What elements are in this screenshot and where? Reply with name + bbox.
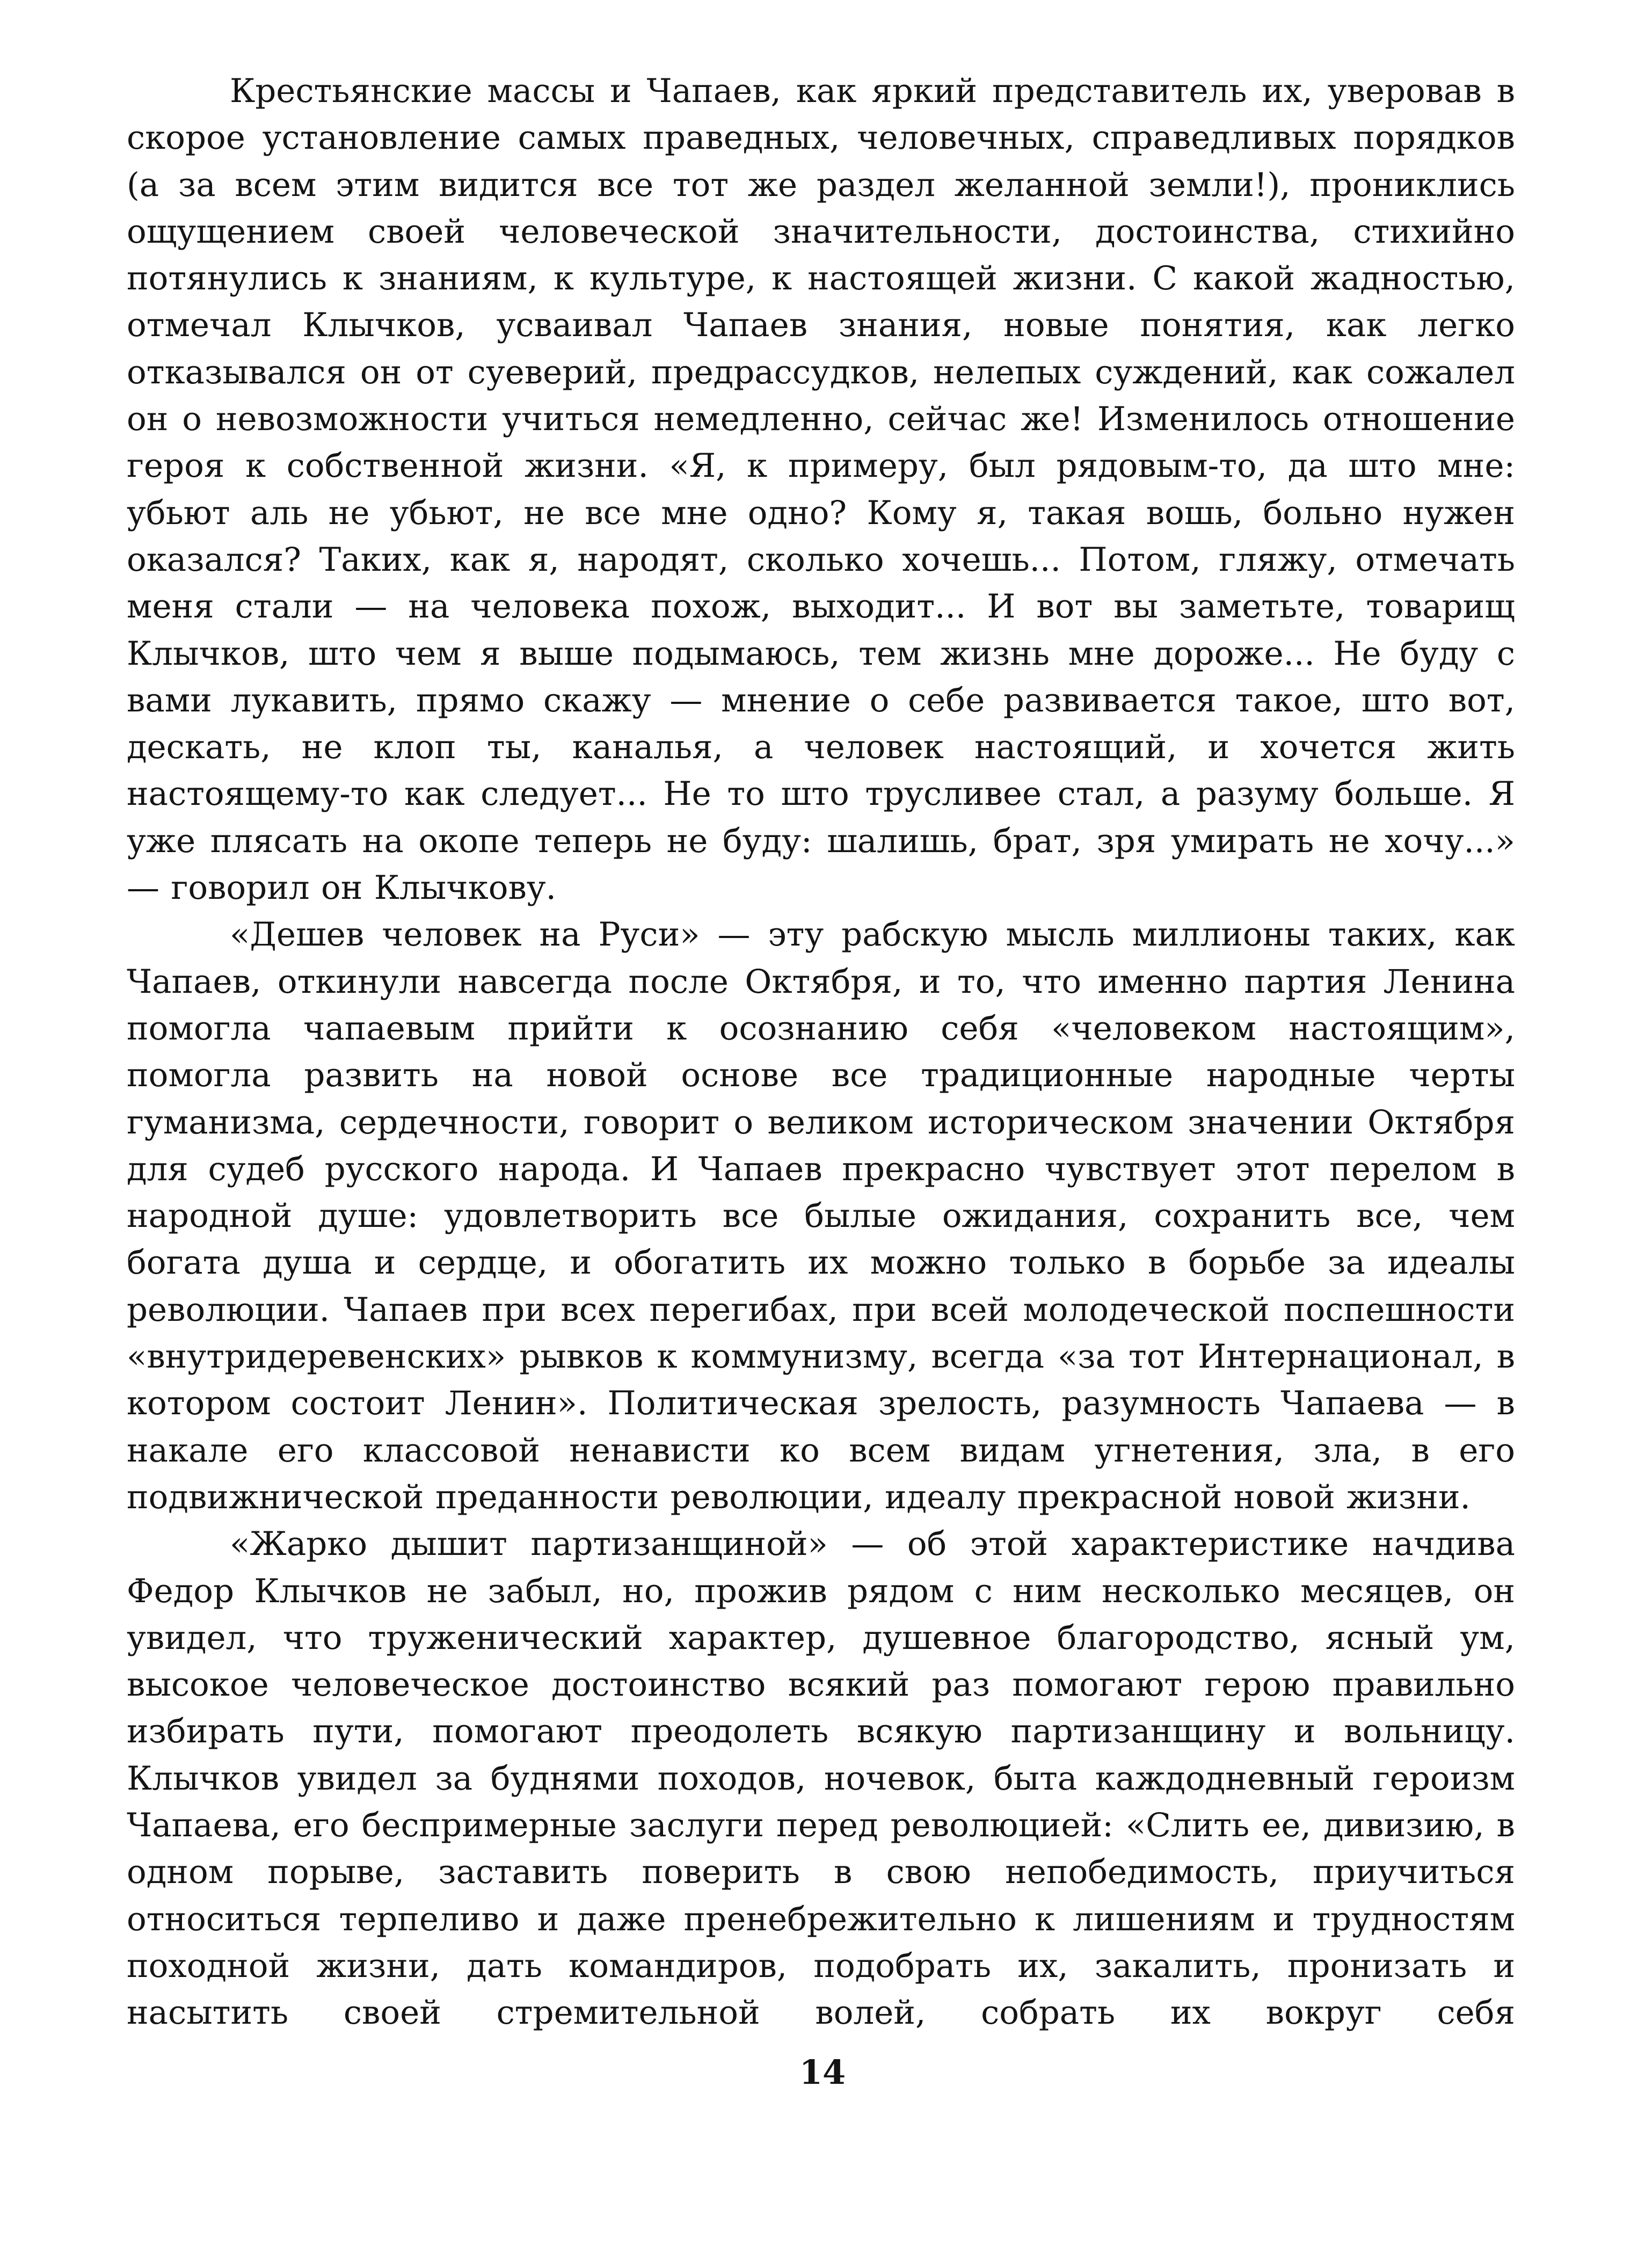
paragraph-3: «Жарко дышит партизанщиной» — об этой характеристике начдива Федор Клычков не забыл, но, прожив рядом с ним несколько месяцев, он увидел, что труженический характер, душевное благородство, ясный ум, высокое человеческое достоинство всякий раз помогают герою правильно избирать пути, помогают преодолеть всякую партизанщину и вольницу. Клычков увидел за буднями походов, ночевок, быта каждодневный героизм Чапаева, его беспримерные заслуги перед революцией: «Слить ее, дивизию, в одном порыве, заставить поверить в свою непобедимость, приучиться относиться терпеливо и даже пренебрежительно к лишениям и трудностям походной жизни, дать командиров, подобрать их, закалить, пронизать и насытить своей стремительной волей, собрать их вокруг себя [127,1525,1515,2032]
page-number: 14 [799,2053,846,2092]
paragraph-1: Крестьянские массы и Чапаев, как яркий представитель их, уверовав в скорое установление самых праведных, человечных, справедливых порядков (а за всем этим видится все тот же раздел желанной земли!), прониклись ощущением своей человеческой значительности, достоинства, стихийно потянулись к знаниям, к культуре, к настоящей жизни. С какой жадностью, отмечал Клычков, усваивал Чапаев знания, новые понятия, как легко отказывался он от суеверий, предрассудков, нелепых суждений, как сожалел он о невозможности учиться немедленно, сейчас же! Изменилось отношение героя к собственной жизни. «Я, к примеру, был рядовым-то, да што мне: убьют аль не убьют, не все мне одно? Кому я, такая вошь, больно нужен оказался? Таких, как я, народят, сколько хочешь... Потом, гляжу, отмечать меня стали — на человека похож, выходит... И вот вы заметьте, товарищ Клычков, што чем я выше подымаюсь, тем жизнь мне дороже... Не буду с вами лукавить, прямо скажу — мнение о себе развивается такое, што вот, дескать, не клоп ты, каналья, а человек настоящий, и хочется жить настоящему-то как следует... Не то што трусливее стал, а разуму больше. Я уже плясать на окопе теперь не буду: шалишь, брат, зря умирать не хочу...» — говорил он Клычкову. [127,72,1515,907]
paragraph-2: «Дешев человек на Руси» — эту рабскую мысль миллионы таких, как Чапаев, откинули навсегда после Октября, и то, что именно партия Ленина помогла чапаевым прийти к осознанию себя «человеком настоящим», помогла развить на новой основе все традиционные народные черты гуманизма, сердечности, говорит о великом историческом значении Октября для судеб русского народа. И Чапаев прекрасно чувствует этот перелом в народной душе: удовлетворить все былые ожидания, сохранить все, чем богата душа и сердце, и обогатить их можно только в борьбе за идеалы революции. Чапаев при всех перегибах, при всей молодеческой поспешности «внутридеревенских» рывков к коммунизму, всегда «за тот Интернационал, в котором состоит Ленин». Политическая зрелость, разумность Чапаева — в накале его классовой ненависти ко всем видам угнетения, зла, в его подвижнической преданности революции, идеалу прекрасной новой жизни. [127,915,1515,1516]
body-text [127,68,1515,2036]
